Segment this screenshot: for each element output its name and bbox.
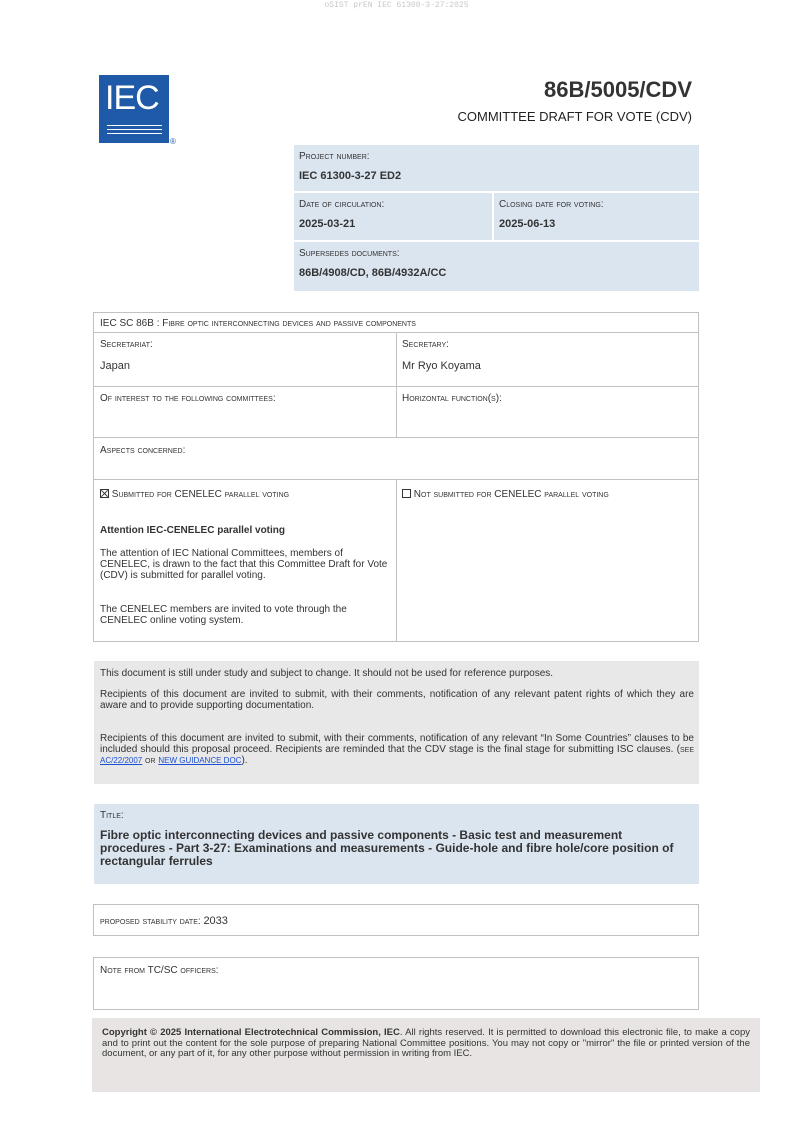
submitted-option[interactable] — [100, 489, 289, 500]
circulation-date-value: 2025-03-21 — [299, 218, 356, 230]
logo-text: IEC — [105, 79, 159, 117]
secretariat-label: Secretariat: — [100, 339, 153, 350]
closing-date-value: 2025-06-13 — [499, 218, 556, 230]
not-submitted-label: Not submitted for CENELEC parallel voting — [413, 489, 609, 500]
attention-paragraph: The attention of IEC National Committees, members of CENELEC, is drawn to the fact that this Committee Draft for Vote (CDV) is submitted for parallel voting. — [100, 548, 388, 581]
logo-stripe — [107, 133, 162, 134]
title-box — [94, 804, 699, 884]
project-info-box — [294, 145, 699, 291]
note-label: Note from TC/SC officers: — [100, 965, 219, 976]
committee-id: IEC SC 86B : — [100, 318, 163, 329]
not-submitted-option[interactable] — [402, 489, 609, 500]
note-box — [93, 957, 699, 1010]
divider — [94, 437, 698, 438]
attention-heading: Attention IEC-CENELEC parallel voting — [100, 525, 286, 536]
submitted-label: Submitted for CENELEC parallel voting — [111, 489, 290, 500]
notice-line-1: This document is still under study and subject to change. It should not be used for reference purposes. — [100, 668, 554, 679]
supersedes-label: Supersedes documents: — [299, 248, 400, 259]
circulation-date-label: Date of circulation: — [299, 199, 385, 210]
divider — [294, 240, 699, 242]
iec-logo — [99, 75, 169, 143]
notice-line-3-text: Recipients of this document are invited to submit, with their comments, notification of any relevant “In Some Countries” clauses to be included should this proposal proceed. Recipients are reminded that the CDV stage is the final stage for submitting ISC clauses. ( — [100, 733, 694, 755]
horizontal-functions-label: Horizontal function(s): — [402, 393, 502, 404]
cenelec-vote-paragraph: The CENELEC members are invited to vote through the CENELEC online voting system. — [100, 604, 347, 626]
stability-date-value: 2033 — [203, 915, 228, 927]
submitted-checkbox[interactable] — [100, 489, 109, 498]
logo-stripe — [107, 129, 162, 130]
closing-date-label: Closing date for voting: — [499, 199, 604, 210]
logo-stripe — [107, 125, 162, 126]
see-text: see — [679, 744, 694, 755]
title-label: Title: — [100, 810, 124, 821]
copyright-rest: . All rights reserved. It is permitted to download this electronic file, to make a copy and to print out the content for the sole purpose of preparing National Committee positions. You may not copy or "mirror" the file or printed version of the document, or any part of it, for any other purpose without permission in writing from IEC. — [102, 1027, 750, 1059]
secretary-label: Secretary: — [402, 339, 449, 350]
divider — [396, 332, 397, 437]
divider — [492, 191, 494, 240]
copyright-box — [92, 1018, 760, 1092]
document-type: COMMITTEE DRAFT FOR VOTE (CDV) — [457, 109, 692, 124]
notice-line-3 — [100, 733, 694, 766]
copyright-bold: Copyright © 2025 International Electrotechnical Commission, IEC — [102, 1027, 400, 1038]
stability-date-box — [93, 904, 699, 936]
ac-22-2007-link[interactable]: AC/22/2007 — [100, 756, 143, 765]
document-title: Fibre optic interconnecting devices and passive components - Basic test and measurement procedures - Part 3-27: Examinations and measurements - Guide-hole and fibre hole/core position of rectangular ferrules — [100, 828, 674, 868]
registered-mark: ® — [170, 137, 176, 146]
interest-committees-label: Of interest to the following committees: — [100, 393, 276, 404]
secretariat-value: Japan — [100, 360, 130, 372]
new-guidance-doc-link[interactable]: NEW GUIDANCE DOC — [158, 756, 242, 765]
supersedes-value: 86B/4908/CD, 86B/4932A/CC — [299, 267, 447, 279]
not-submitted-checkbox[interactable] — [402, 489, 411, 498]
stability-date — [100, 915, 228, 927]
committee-name: Fibre optic interconnecting devices and passive components — [162, 318, 416, 329]
divider — [396, 479, 397, 641]
or-text: or — [145, 755, 156, 766]
aspects-concerned-label: Aspects concerned: — [100, 445, 186, 456]
notice-line-2: Recipients of this document are invited to submit, with their comments, notification of any relevant patent rights of which they are aware and to provide supporting documentation. — [100, 689, 694, 711]
project-number-label: Project number: — [299, 151, 370, 162]
secretary-value: Mr Ryo Koyama — [402, 360, 481, 372]
stability-date-label: proposed stability date: — [100, 916, 201, 927]
committee-table — [93, 312, 699, 642]
project-number-value: IEC 61300-3-27 ED2 — [299, 170, 402, 182]
document-number: 86B/5005/CDV — [544, 77, 692, 102]
copyright-text — [102, 1028, 750, 1060]
watermark: oSIST prEN IEC 61300-3-27:2025 — [324, 1, 469, 10]
divider — [294, 191, 699, 193]
notice-line-3-end: ). — [241, 755, 248, 766]
notice-box — [94, 661, 699, 784]
committee-title — [100, 318, 416, 329]
